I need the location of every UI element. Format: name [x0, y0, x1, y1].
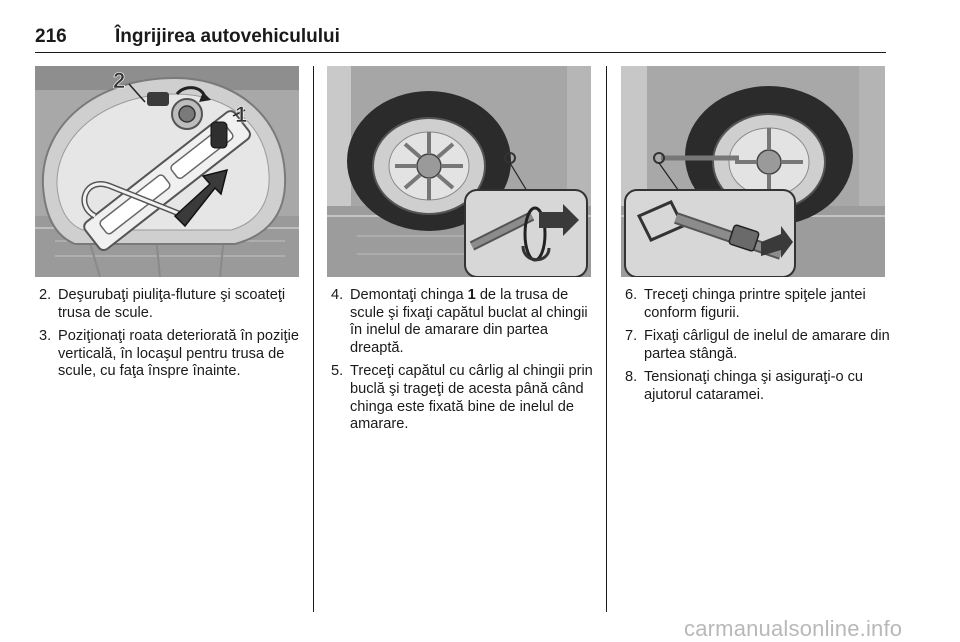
- column-divider: [606, 66, 607, 612]
- step-number: 2.: [39, 287, 52, 303]
- page-header: [35, 26, 886, 52]
- step-item: [39, 328, 301, 381]
- figure-strap-right-ring: [327, 66, 591, 277]
- step-number: 3.: [39, 328, 52, 345]
- step-item: [331, 287, 597, 357]
- step-item: [625, 287, 891, 322]
- step-number: 6.: [625, 287, 638, 303]
- step-text: Poziţionaţi roata deteriorată în poziţie verticală, în locaşul pentru trusa de scule, cu faţa înspre înainte.: [58, 328, 299, 380]
- step-number: 5.: [331, 363, 344, 380]
- step-item: [331, 363, 597, 433]
- step-text-part: Demontaţi chinga: [350, 287, 468, 303]
- step-number: 8.: [625, 369, 638, 386]
- step-text-part: de la trusa de scule şi fixaţi capătul buclat al chingii în inelul de amarare din partea dreaptă.: [350, 287, 588, 356]
- step-text: Fixaţi cârligul de inelul de amarare din partea stângă.: [644, 328, 890, 362]
- callout-2: 2: [113, 68, 126, 93]
- step-text: [350, 287, 597, 357]
- page-number: 216: [35, 26, 67, 47]
- header-rule: [35, 52, 886, 53]
- step-item: [625, 328, 891, 363]
- steps-column-3: [625, 287, 891, 411]
- steps-column-1: [39, 287, 301, 387]
- figure-strap-left-ring: [621, 66, 885, 277]
- watermark: carmanualsonline.info: [684, 616, 903, 641]
- callout-1: 1: [235, 102, 248, 127]
- step-text-callout-ref: 1: [467, 287, 476, 303]
- step-text: Treceţi capătul cu cârlig al chingii prin buclă şi trageţi de acesta până când chinga este fixată bine de inelul de amarare.: [350, 363, 593, 433]
- column-divider: [313, 66, 314, 612]
- strap-right-ring-illustration: [327, 66, 591, 277]
- page-title: Îngrijirea autovehiculului: [115, 26, 340, 47]
- steps-column-2: [331, 287, 597, 440]
- tool-kit-illustration: [35, 66, 299, 277]
- step-text: Tensionaţi chinga şi asiguraţi-o cu ajutorul cataramei.: [644, 369, 864, 403]
- strap-left-ring-illustration: [621, 66, 885, 277]
- step-number: 7.: [625, 328, 638, 345]
- figure-tool-kit: [35, 66, 299, 277]
- step-item: [625, 369, 891, 404]
- step-number: 4.: [331, 287, 344, 303]
- step-text: Treceţi chinga printre spiţele jantei conform figurii.: [644, 287, 866, 321]
- step-text: Deşurubaţi piuliţa-fluture şi scoateţi trusa de scule.: [58, 287, 286, 321]
- step-item: [39, 287, 301, 322]
